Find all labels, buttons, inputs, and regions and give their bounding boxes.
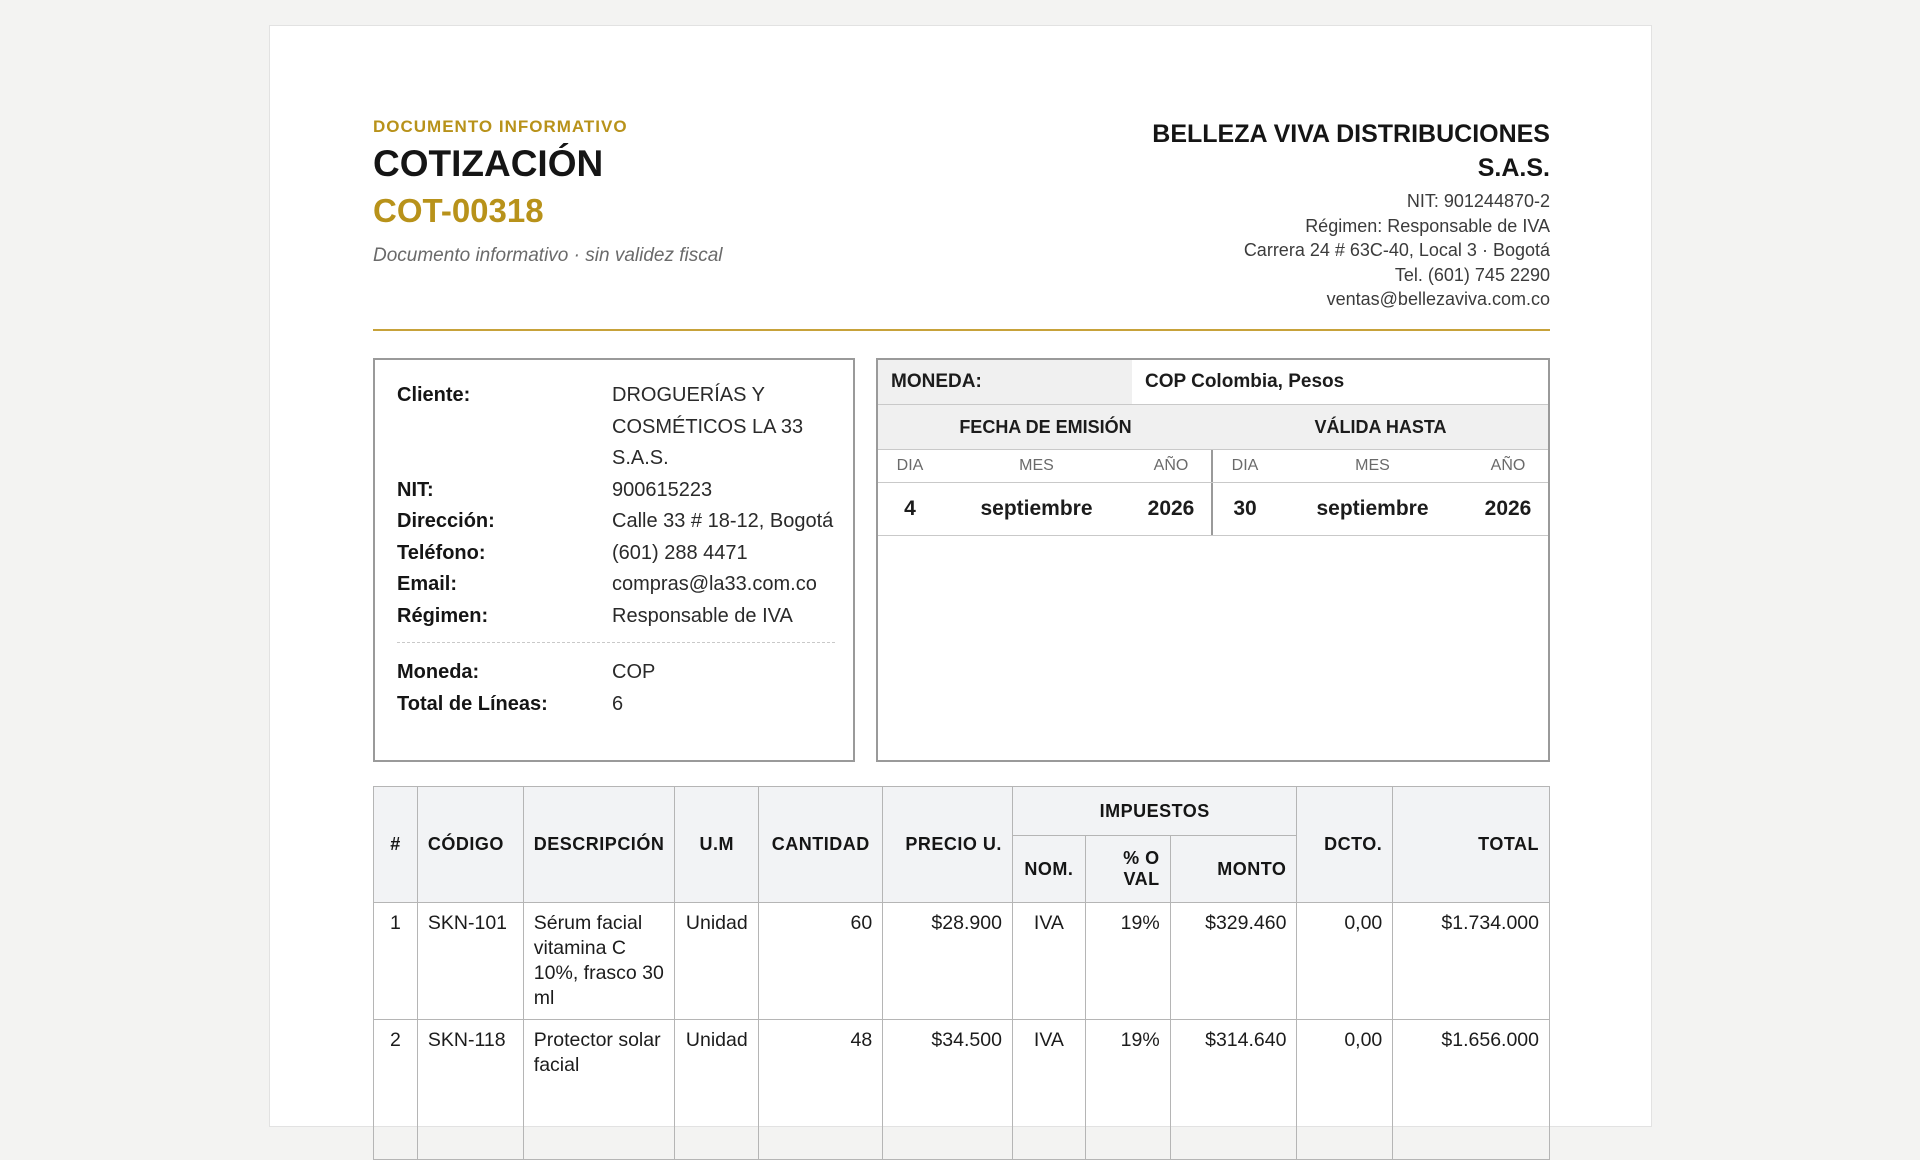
client-email: compras@la33.com.co [612,573,817,595]
company-email: ventas@bellezaviva.com.co [1326,289,1550,309]
fecha-emision-label: FECHA DE EMISIÓN [959,417,1132,437]
company-phone: Tel. (601) 745 2290 [1394,264,1550,285]
company-info [1030,117,1550,312]
client-row-telefono [397,538,835,570]
row-cantidad: 60 [759,903,883,1020]
row-codigo: SKN-118 [417,1020,523,1160]
row-total: $1.734.000 [1393,903,1550,1020]
emision-anio: 2026 [1147,497,1195,520]
company-nit: NIT: 901244870-2 [1406,191,1550,211]
client-name: DROGUERÍAS Y COSMÉTICOS LA 33 S.A.S. [612,384,804,469]
row-cantidad: 48 [759,1020,883,1160]
row-dcto: 0,00 [1297,903,1393,1020]
row-precio: $28.900 [883,903,1013,1020]
row-num: 2 [374,1020,418,1160]
header-um: U.M [675,787,759,903]
valida-anio-label: AÑO [1490,457,1526,474]
row-um: Unidad [675,903,759,1020]
header-num: # [374,787,418,903]
header-descripcion: DESCRIPCIÓN [523,787,675,903]
emision-dia: 4 [904,497,916,520]
header-total: TOTAL [1393,787,1550,903]
direccion-label: Dirección: [397,510,495,532]
nit-label: NIT: [397,478,434,501]
header-divider [373,329,1550,331]
valida-mes-label: MES [1355,457,1390,474]
header-codigo: CÓDIGO [417,787,523,903]
row-codigo: SKN-101 [417,903,523,1020]
items-header-row [374,787,1550,836]
client-phone: (601) 288 4471 [612,541,748,564]
dates-header-row [878,405,1548,450]
company-name-line2: S.A.S. [1477,154,1550,182]
client-box [373,358,855,762]
currency-label: MONEDA: [878,360,1132,404]
table-row [374,903,1550,1020]
document-title: COTIZACIÓN [373,143,604,184]
client-address: Calle 33 # 18-12, Bogotá [612,510,834,532]
client-nit: 900615223 [612,478,713,501]
client-currency: COP [612,661,656,683]
header-pct: % O VAL [1085,836,1170,903]
client-row-total-lineas [397,689,835,721]
email-label: Email: [397,573,458,595]
table-row [374,1020,1550,1160]
total-lineas-label: Total de Líneas: [397,692,548,715]
row-pct: 19% [1085,903,1170,1020]
emision-dia-label: DIA [896,457,924,474]
document-eyebrow: DOCUMENTO INFORMATIVO [373,117,628,136]
row-um: Unidad [675,1020,759,1160]
telefono-label: Teléfono: [397,541,486,564]
client-regimen: Responsable de IVA [612,604,793,627]
client-row-direccion [397,506,835,538]
row-total: $1.656.000 [1393,1020,1550,1160]
valida-anio: 2026 [1484,497,1532,520]
client-row-email [397,569,835,601]
valida-dia-label: DIA [1231,457,1259,474]
valida-dia: 30 [1233,497,1257,520]
row-monto: $314.640 [1170,1020,1297,1160]
header-dcto: DCTO. [1297,787,1393,903]
row-descripcion: Sérum facial vitamina C 10%, frasco 30 ml [523,903,675,1020]
row-pct: 19% [1085,1020,1170,1160]
company-name-line1: BELLEZA VIVA DISTRIBUCIONES [1152,120,1550,148]
row-descripcion: Protector solar facial [523,1020,675,1160]
company-regimen: Régimen: Responsable de IVA [1305,215,1550,236]
header-impuestos: IMPUESTOS [1012,787,1297,836]
row-dcto: 0,00 [1297,1020,1393,1160]
dates-values-row [878,483,1548,536]
client-label: Cliente: [397,384,471,406]
header-cantidad: CANTIDAD [759,787,883,903]
dates-subheader-row [878,450,1548,483]
header-nom: NOM. [1012,836,1085,903]
regimen-label: Régimen: [397,604,489,627]
client-row-nit [397,475,835,507]
currency-row [878,360,1548,405]
row-nom: IVA [1012,1020,1085,1160]
emision-mes-label: MES [1019,457,1054,474]
moneda-label: Moneda: [397,661,480,683]
header-precio: PRECIO U. [883,787,1013,903]
row-precio: $34.500 [883,1020,1013,1160]
document-page [269,25,1652,1127]
valida-mes: septiembre [1316,497,1429,520]
document-note: Documento informativo · sin validez fiscal [373,245,723,266]
emision-mes: septiembre [980,497,1093,520]
header-monto: MONTO [1170,836,1297,903]
client-row-regimen [397,601,835,633]
company-address: Carrera 24 # 63C-40, Local 3 · Bogotá [1243,240,1550,260]
total-lineas-value: 6 [612,692,624,715]
row-nom: IVA [1012,903,1085,1020]
client-row-cliente [397,380,835,475]
client-row-moneda [397,657,835,689]
valida-hasta-label: VÁLIDA HASTA [1314,417,1447,437]
emision-anio-label: AÑO [1153,457,1189,474]
row-monto: $329.460 [1170,903,1297,1020]
currency-value: COP Colombia, Pesos [1145,371,1345,392]
items-table [373,786,1550,1160]
client-divider [397,642,835,643]
meta-box [876,358,1550,762]
row-num: 1 [374,903,418,1020]
quote-number: COT-00318 [373,192,544,229]
